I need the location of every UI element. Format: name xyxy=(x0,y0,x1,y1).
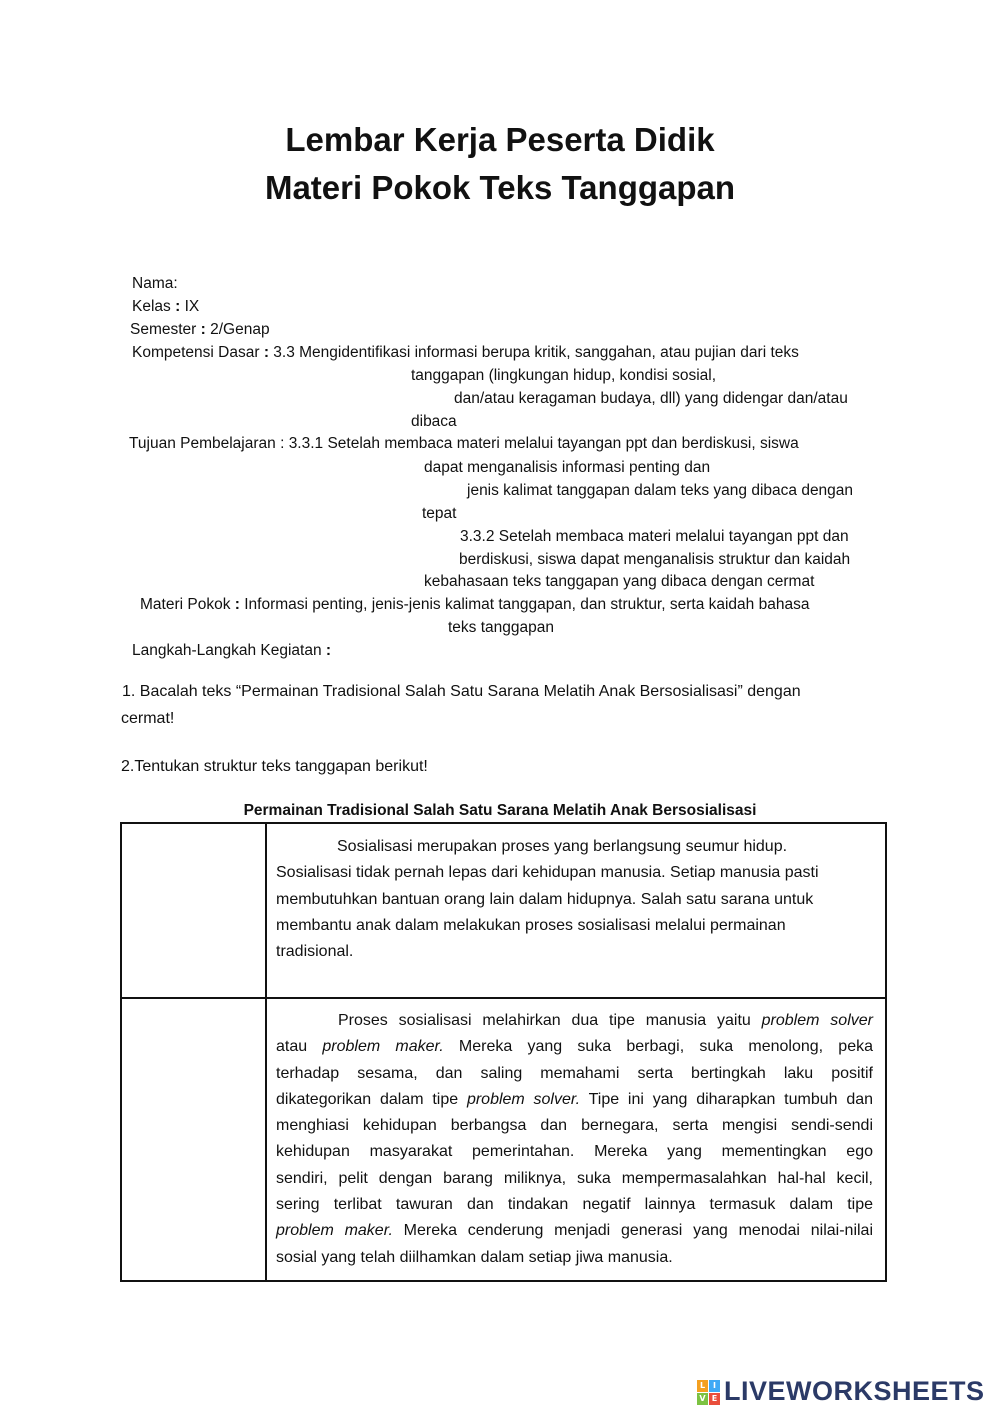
kompetensi-dasar-text-1: 3.3 Mengidentifikasi informasi berupa kritik, sanggahan, atau pujian dari teks xyxy=(273,344,799,361)
row-2-text: Mereka cenderung menjadi generasi yang menodai nilai-nilai xyxy=(392,1222,873,1240)
semester-value: 2/Genap xyxy=(210,321,270,338)
table-caption: Permainan Tradisional Salah Satu Sarana Melatih Anak Bersosialisasi xyxy=(243,802,757,819)
row-2-text-line: kehidupan masyarakat pemerintahan. Mereka yang mementingkan ego xyxy=(276,1143,873,1161)
langkah-kegiatan-label: Langkah-Langkah Kegiatan xyxy=(132,642,322,659)
step-1-line-2: cermat! xyxy=(121,710,175,727)
kompetensi-dasar-label: Kompetensi Dasar xyxy=(132,344,260,361)
row-2-text-line xyxy=(276,1034,873,1060)
row-2-text-line: terhadap sesama, dan saling memahami serta bertingkah laku positif xyxy=(276,1064,873,1082)
kompetensi-dasar-text-3: dan/atau keragaman budaya, dll) yang didengar dan/atau xyxy=(454,390,848,407)
page-title-line-1: Lembar Kerja Peserta Didik xyxy=(285,121,715,158)
langkah-kegiatan-separator: : xyxy=(321,642,332,659)
row-2-text-line xyxy=(276,1087,873,1113)
kompetensi-dasar-line-1 xyxy=(132,343,799,363)
logo-tile: I xyxy=(709,1380,720,1392)
kelas-value: IX xyxy=(184,298,200,315)
kelas-line xyxy=(132,297,199,317)
materi-pokok-separator: : xyxy=(230,596,245,613)
materi-pokok-text-1: Informasi penting, jenis-jenis kalimat tanggapan, dan struktur, serta kaidah bahasa xyxy=(244,596,810,613)
liveworksheets-logo-text: LIVEWORKSHEETS xyxy=(724,1376,985,1406)
row-2-text: Mereka yang suka berbagi, suka menolong, peka xyxy=(443,1038,874,1056)
liveworksheets-logo-icon xyxy=(697,1380,721,1406)
semester-label: Semester xyxy=(130,321,197,338)
tujuan-pembelajaran-label: Tujuan Pembelajaran : xyxy=(129,435,289,452)
logo-tile: L xyxy=(697,1380,708,1392)
row-2-text-line xyxy=(276,1218,873,1244)
row-1-text-line: Sosialisasi tidak pernah lepas dari kehidupan manusia. Setiap manusia pasti xyxy=(276,864,819,882)
kompetensi-dasar-text-4: dibaca xyxy=(411,413,457,430)
kelas-separator: : xyxy=(170,298,185,315)
step-2-instruction: 2.Tentukan struktur teks tanggapan berikut! xyxy=(121,758,428,775)
materi-pokok-text-2: teks tanggapan xyxy=(448,619,555,636)
kompetensi-dasar-text-2: tanggapan (lingkungan hidup, kondisi sosial, xyxy=(411,367,717,384)
logo-tile: V xyxy=(697,1393,708,1405)
row-1-text-line: tradisional. xyxy=(276,943,354,961)
row-2-text-line: sering terlibat tawuran dan tindakan negatif lainnya termasuk dalam tipe xyxy=(276,1196,873,1214)
page-title-line-2: Materi Pokok Teks Tanggapan xyxy=(264,169,736,206)
row-1-structure-answer-cell[interactable] xyxy=(124,826,263,995)
table-column-divider xyxy=(265,822,267,1282)
row-2-italic-term: problem solver xyxy=(761,1012,873,1029)
tujuan-pembelajaran-text-1: 3.3.1 Setelah membaca materi melalui tayangan ppt dan berdiskusi, siswa xyxy=(288,435,799,452)
row-2-structure-answer-cell[interactable] xyxy=(124,1001,263,1280)
tujuan-pembelajaran-text-5: 3.3.2 Setelah membaca materi melalui tayangan ppt dan xyxy=(460,528,849,545)
row-2-text-line: sendiri, pelit dengan barang miliknya, suka mempermasalahkan hal-hal kecil, xyxy=(276,1169,873,1187)
nama-label: Nama: xyxy=(132,275,178,292)
row-1-text-line: membantu anak dalam melakukan proses sosialisasi melalui permainan xyxy=(276,916,786,934)
tujuan-pembelajaran-text-7: kebahasaan teks tanggapan yang dibaca dengan cermat xyxy=(424,573,815,590)
row-2-italic-term: problem solver. xyxy=(466,1090,581,1108)
semester-line xyxy=(130,320,270,340)
kelas-label: Kelas xyxy=(132,298,171,315)
tujuan-pembelajaran-text-4: tepat xyxy=(422,505,457,522)
materi-pokok-line-1 xyxy=(140,595,809,615)
row-2-text: atau xyxy=(276,1038,323,1056)
tujuan-pembelajaran-text-6: berdiskusi, siswa dapat menganalisis struktur dan kaidah xyxy=(459,551,851,568)
tujuan-pembelajaran-text-2: dapat menganalisis informasi penting dan xyxy=(424,459,711,476)
row-2-italic-term: problem maker. xyxy=(322,1038,444,1056)
row-1-text-line: membutuhkan bantuan orang lain dalam hidupnya. Salah satu sarana untuk xyxy=(276,890,814,908)
logo-tile: E xyxy=(709,1393,720,1405)
materi-pokok-label: Materi Pokok xyxy=(140,596,231,613)
semester-separator: : xyxy=(196,321,211,338)
table-row-divider xyxy=(120,997,887,999)
tujuan-pembelajaran-text-3: jenis kalimat tanggapan dalam teks yang dibaca dengan xyxy=(467,482,854,499)
tujuan-pembelajaran-line-1 xyxy=(129,434,799,454)
row-2-text-line: menghiasi kehidupan berbangsa dan bernegara, serta mengisi sendi-sendi xyxy=(276,1117,873,1135)
kompetensi-dasar-separator: : xyxy=(259,344,274,361)
step-1-line-1: 1. Bacalah teks “Permainan Tradisional Salah Satu Sarana Melatih Anak Bersosialisasi” dengan xyxy=(122,683,801,700)
row-2-italic-term: problem maker. xyxy=(276,1222,393,1240)
row-1-paragraph xyxy=(276,834,873,965)
row-2-paragraph xyxy=(276,1008,873,1271)
row-1-text-line: Sosialisasi merupakan proses yang berlangsung seumur hidup. xyxy=(337,838,788,855)
row-2-text: dikategorikan dalam tipe xyxy=(276,1090,467,1108)
row-2-text: Tipe ini yang diharapkan tumbuh dan xyxy=(580,1090,874,1108)
row-2-text-line xyxy=(276,1008,873,1034)
row-2-text: Proses sosialisasi melahirkan dua tipe manusia yaitu xyxy=(338,1012,762,1029)
row-2-text-line: sosial yang telah diilhamkan dalam setiap jiwa manusia. xyxy=(276,1248,673,1266)
langkah-kegiatan-heading xyxy=(132,641,331,661)
